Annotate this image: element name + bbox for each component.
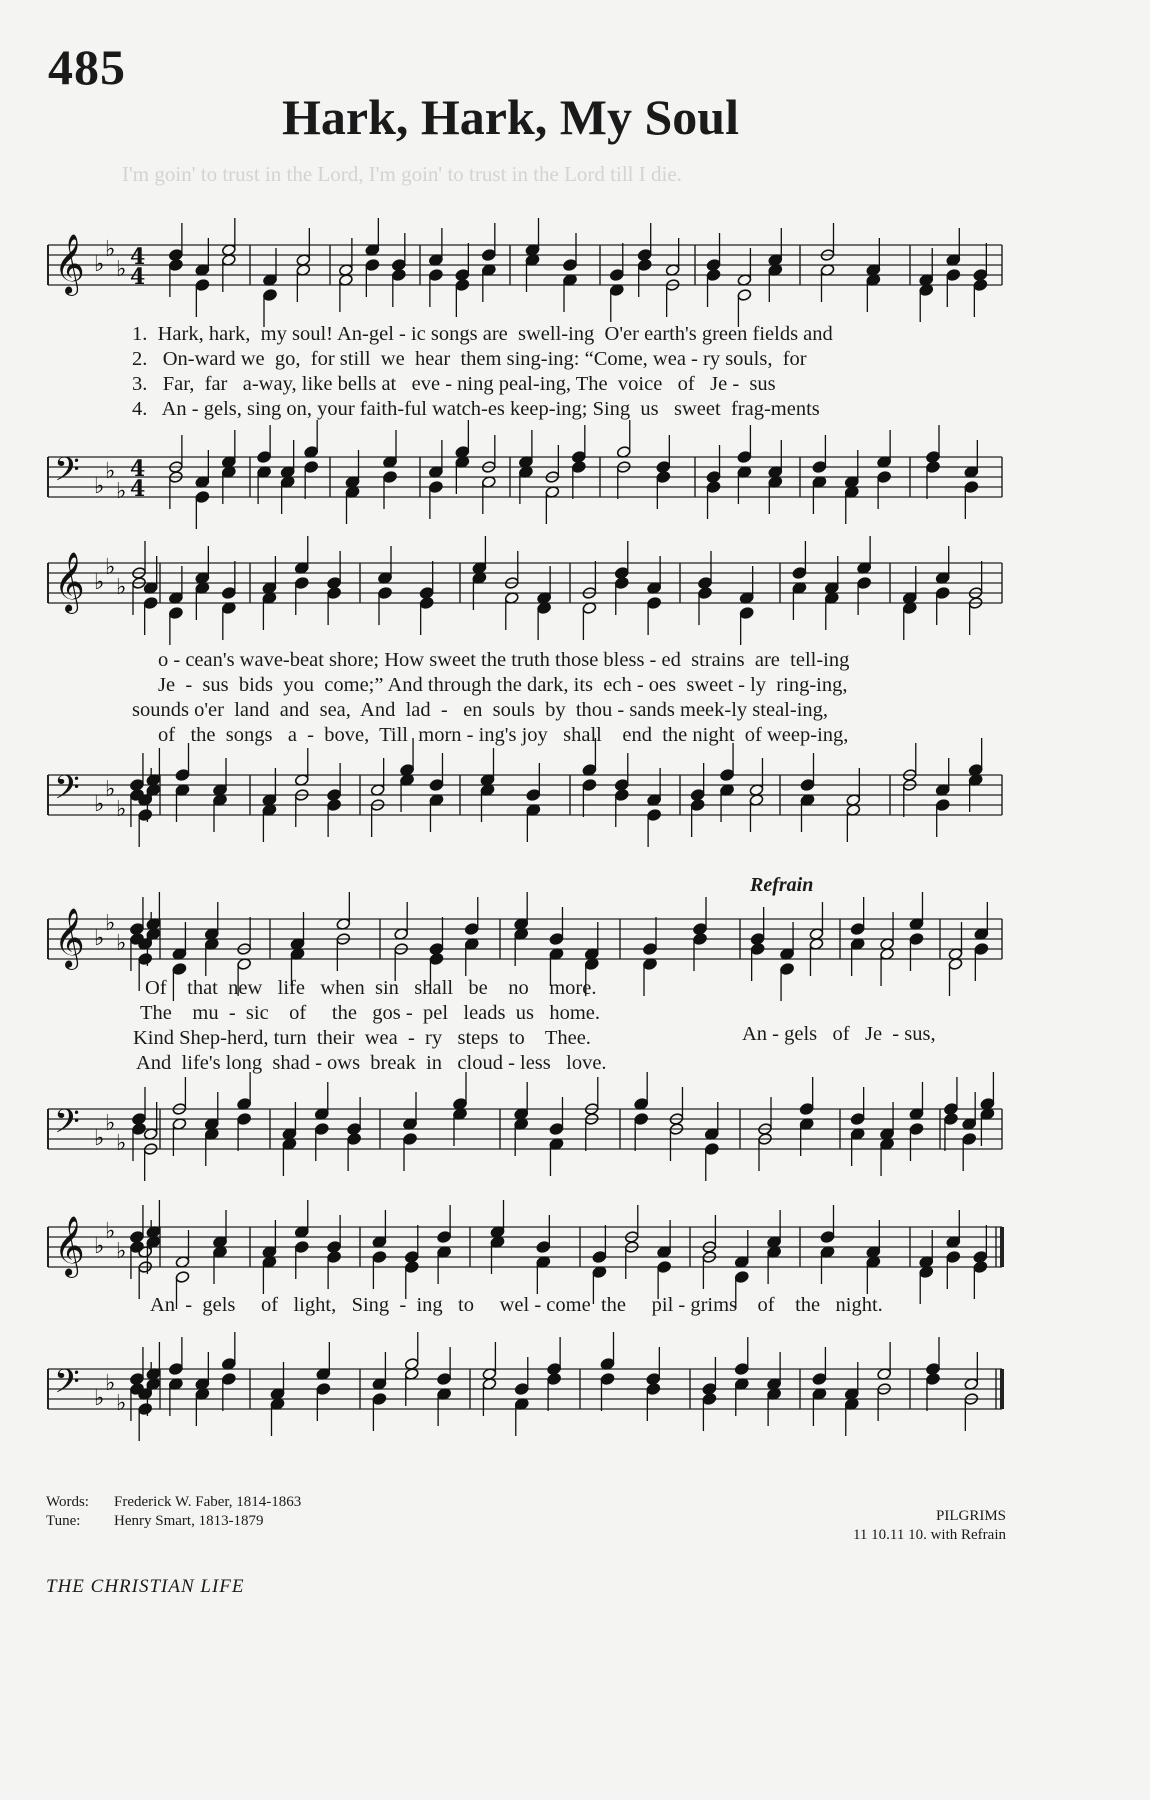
bass-clef-icon: 𝄢 <box>54 451 80 497</box>
credits <box>46 1493 301 1531</box>
note-head <box>946 1251 961 1264</box>
bass-staff <box>40 760 1010 830</box>
note-head <box>643 943 658 956</box>
note-head <box>419 597 434 610</box>
flat-sign-icon: ♭ <box>94 792 105 817</box>
note-head <box>634 1113 649 1126</box>
note-head <box>737 289 752 302</box>
treble-clef-icon: 𝄞 <box>54 552 85 612</box>
note-head <box>657 1261 672 1274</box>
note-head <box>257 451 272 464</box>
lyric-line-verse-1: 1. Hark, hark, my soul! An-gel - ic songs are swell-ing O'er earth's green fields and <box>132 323 833 345</box>
note-head <box>780 963 795 976</box>
note-head <box>582 779 597 792</box>
note-head <box>347 1133 362 1146</box>
music-system-2 <box>40 530 1010 830</box>
note-head <box>973 279 988 292</box>
lyric-line-verse-1: o - cean's wave-beat shore; How sweet the truth those bless - ed strains are tell-ing <box>158 649 850 671</box>
lyric-line-verse-1: Of that new life when sin shall be no more. <box>145 977 597 999</box>
note-head <box>168 607 183 620</box>
bass-staff <box>40 442 1010 512</box>
note-head <box>383 471 398 484</box>
note-head <box>926 461 941 474</box>
hymn-title: Hark, Hark, My Soul <box>282 89 739 145</box>
flat-sign-icon: ♭ <box>94 1386 105 1411</box>
flat-sign-icon: ♭ <box>116 1131 127 1156</box>
lyric-line-verse-4: And life's long shad - ows break in cloud - less love. <box>136 1052 607 1074</box>
note-head <box>944 1113 959 1126</box>
note-head <box>549 1123 564 1136</box>
staff-lines <box>48 1227 1002 1267</box>
bass-clef-icon: 𝄢 <box>54 1103 80 1149</box>
lyric-line-verse-3: sounds o'er land and sea, And lad - en souls by thou - sands meek-ly steal-ing, <box>132 699 829 721</box>
note-head <box>138 953 153 966</box>
note-head <box>704 1143 719 1156</box>
hymn-number: 485 <box>48 39 126 95</box>
flat-sign-icon: ♭ <box>105 1111 116 1136</box>
note-head <box>964 481 979 494</box>
flat-sign-icon: ♭ <box>116 931 127 956</box>
note-head <box>737 451 752 464</box>
bass-clef-icon: 𝄢 <box>54 1363 80 1409</box>
flat-sign-icon: ♭ <box>105 237 116 262</box>
flat-sign-icon: ♭ <box>94 1234 105 1259</box>
note-head <box>372 1251 387 1264</box>
music-system-3 <box>40 866 1010 1166</box>
note-head <box>195 491 210 504</box>
note-head <box>792 567 807 580</box>
note-head <box>143 597 158 610</box>
note-head <box>294 577 309 590</box>
note-head <box>647 597 662 610</box>
bass-staff <box>40 1094 1010 1164</box>
flat-sign-icon: ♭ <box>116 1391 127 1416</box>
words-author: Frederick W. Faber, 1814-1863 <box>114 1494 302 1510</box>
note-head <box>168 259 183 272</box>
words-credit <box>46 1493 301 1512</box>
note-head <box>734 1363 749 1376</box>
flat-sign-icon: ♭ <box>94 570 105 595</box>
time-signature: 4 <box>130 244 146 270</box>
tune-info <box>853 1507 1006 1545</box>
note-head <box>428 269 443 282</box>
lyric-line-verse-2: 2. On-ward we go, for still we hear them sing-ing: “Come, wea - ry souls, for <box>132 348 807 370</box>
note-head <box>820 1231 835 1244</box>
treble-clef-icon: 𝄞 <box>54 1216 85 1276</box>
note-head <box>168 1363 183 1376</box>
lyric-line-verse-3: 3. Far, far a-way, like bells at eve - ning peal-ing, The voice of Je - sus <box>132 373 776 395</box>
note-head <box>314 1123 329 1136</box>
note-head <box>403 1133 418 1146</box>
flat-sign-icon: ♭ <box>105 1371 116 1396</box>
note-head <box>656 471 671 484</box>
time-signature: 4 <box>130 264 146 290</box>
section-heading: THE CHRISTIAN LIFE <box>46 1576 245 1597</box>
note-head <box>974 943 989 956</box>
note-head <box>481 249 496 262</box>
note-head <box>690 799 705 812</box>
note-head <box>647 809 662 822</box>
note-head <box>437 1373 452 1386</box>
bass-staff <box>40 1354 1010 1424</box>
note-head <box>609 269 624 282</box>
note-head <box>812 1373 827 1386</box>
bleed-through-text: I'm goin' to trust in the Lord, I'm goin' to trust in the Lord till I die. <box>122 162 682 186</box>
lyric-line-verse-4: 4. An - gels, sing on, your faith-ful watch-es keep-ing; Sing us sweet frag-ments <box>132 398 820 420</box>
tune-label: Tune: <box>46 1513 81 1529</box>
treble-staff <box>40 230 1010 300</box>
flat-sign-icon: ♭ <box>94 926 105 951</box>
note-head <box>850 923 865 936</box>
note-head <box>935 799 950 812</box>
note-head <box>437 1231 452 1244</box>
note-head <box>799 1103 814 1116</box>
note-head <box>935 587 950 600</box>
flat-sign-icon: ♭ <box>105 911 116 936</box>
note-head <box>263 289 278 302</box>
lyric-line-verse-4: of the songs a - bove, Till morn - ing's joy shall end the night of weep-ing, <box>158 724 849 746</box>
note-head <box>175 1271 190 1284</box>
note-head <box>693 933 708 946</box>
time-signature: 4 <box>130 476 146 502</box>
flat-sign-icon: ♭ <box>105 1219 116 1244</box>
note-head <box>698 587 713 600</box>
note-head <box>327 799 342 812</box>
note-head <box>946 269 961 282</box>
note-head <box>909 1123 924 1136</box>
treble-clef-icon: 𝄞 <box>54 234 85 294</box>
note-head <box>391 269 406 282</box>
flat-sign-icon: ♭ <box>105 777 116 802</box>
note-head <box>706 481 721 494</box>
flat-sign-icon: ♭ <box>116 1239 127 1264</box>
note-head <box>455 279 470 292</box>
note-head <box>637 259 652 272</box>
note-head <box>464 923 479 936</box>
note-head <box>138 809 153 822</box>
note-head <box>973 1261 988 1274</box>
note-head <box>429 779 444 792</box>
note-head <box>221 1373 236 1386</box>
note-head <box>514 1383 529 1396</box>
note-head <box>304 461 319 474</box>
note-head <box>172 963 187 976</box>
note-head <box>536 1241 551 1254</box>
treble-staff <box>40 904 1010 974</box>
note-head <box>857 577 872 590</box>
flat-sign-icon: ♭ <box>116 257 127 282</box>
flat-sign-icon: ♭ <box>94 1126 105 1151</box>
note-head <box>372 1393 387 1406</box>
refrain-lyric: An - gels of Je - sus, <box>742 1023 936 1045</box>
note-head <box>428 481 443 494</box>
refrain-label: Refrain <box>750 874 814 896</box>
tune-credit <box>46 1512 301 1531</box>
note-head <box>138 1403 153 1416</box>
meter: 11 10.11 10. with Refrain <box>852 1527 1006 1543</box>
flat-sign-icon: ♭ <box>116 575 127 600</box>
note-head <box>195 279 210 292</box>
note-head <box>706 269 721 282</box>
music-system-1 <box>40 210 1010 510</box>
note-head <box>926 1373 941 1386</box>
treble-clef-icon: 𝄞 <box>54 908 85 968</box>
note-head <box>812 461 827 474</box>
treble-staff <box>40 1212 1010 1282</box>
flat-sign-icon: ♭ <box>94 474 105 499</box>
note-head <box>221 587 236 600</box>
note-head <box>646 1383 661 1396</box>
note-head <box>739 607 754 620</box>
note-head <box>327 587 342 600</box>
note-head <box>327 1251 342 1264</box>
note-head <box>909 933 924 946</box>
time-signature: 4 <box>130 456 146 482</box>
treble-staff <box>40 548 1010 618</box>
lyric-line-verse-3: Kind Shep-herd, turn their wea - ry steps to Thee. <box>133 1027 591 1049</box>
note-head <box>294 1241 309 1254</box>
note-head <box>720 769 735 782</box>
music-system-4 <box>40 1192 1010 1452</box>
note-head <box>237 1113 252 1126</box>
lyric-line-verse-2: The mu - sic of the gos - pel leads us home. <box>140 1002 601 1024</box>
note-head <box>549 933 564 946</box>
note-head <box>600 1373 615 1386</box>
note-head <box>614 789 629 802</box>
flat-sign-icon: ♭ <box>94 252 105 277</box>
note-head <box>130 1241 145 1254</box>
note-head <box>563 259 578 272</box>
staff-lines <box>48 245 1002 285</box>
note-head <box>378 587 393 600</box>
note-head <box>429 953 444 966</box>
lyric-line-verse-2: Je - sus bids you come;” And through the dark, its ech - oes sweet - ly ring-ing, <box>158 674 848 696</box>
flat-sign-icon: ♭ <box>116 479 127 504</box>
note-head <box>365 259 380 272</box>
flat-sign-icon: ♭ <box>116 797 127 822</box>
lyric-line-refrain: An - gels of light, Sing - ing to wel - come the pil - grims of the night. <box>150 1294 883 1316</box>
note-head <box>316 1383 331 1396</box>
note-head <box>750 943 765 956</box>
tune-composer: Henry Smart, 1813-1879 <box>114 1513 264 1529</box>
note-head <box>571 461 586 474</box>
note-head <box>547 1373 562 1386</box>
note-head <box>175 769 190 782</box>
note-head <box>800 779 815 792</box>
flat-sign-icon: ♭ <box>105 555 116 580</box>
flat-sign-icon: ♭ <box>105 459 116 484</box>
bass-clef-icon: 𝄢 <box>54 769 80 815</box>
note-head <box>734 1271 749 1284</box>
tune-name: PILGRIMS <box>935 1508 1006 1524</box>
note-head <box>592 1251 607 1264</box>
note-head <box>877 471 892 484</box>
note-head <box>614 577 629 590</box>
words-label: Words: <box>46 1494 89 1510</box>
note-head <box>962 1133 977 1146</box>
note-head <box>850 1113 865 1126</box>
note-head <box>404 1261 419 1274</box>
note-head <box>526 789 541 802</box>
note-head <box>702 1393 717 1406</box>
